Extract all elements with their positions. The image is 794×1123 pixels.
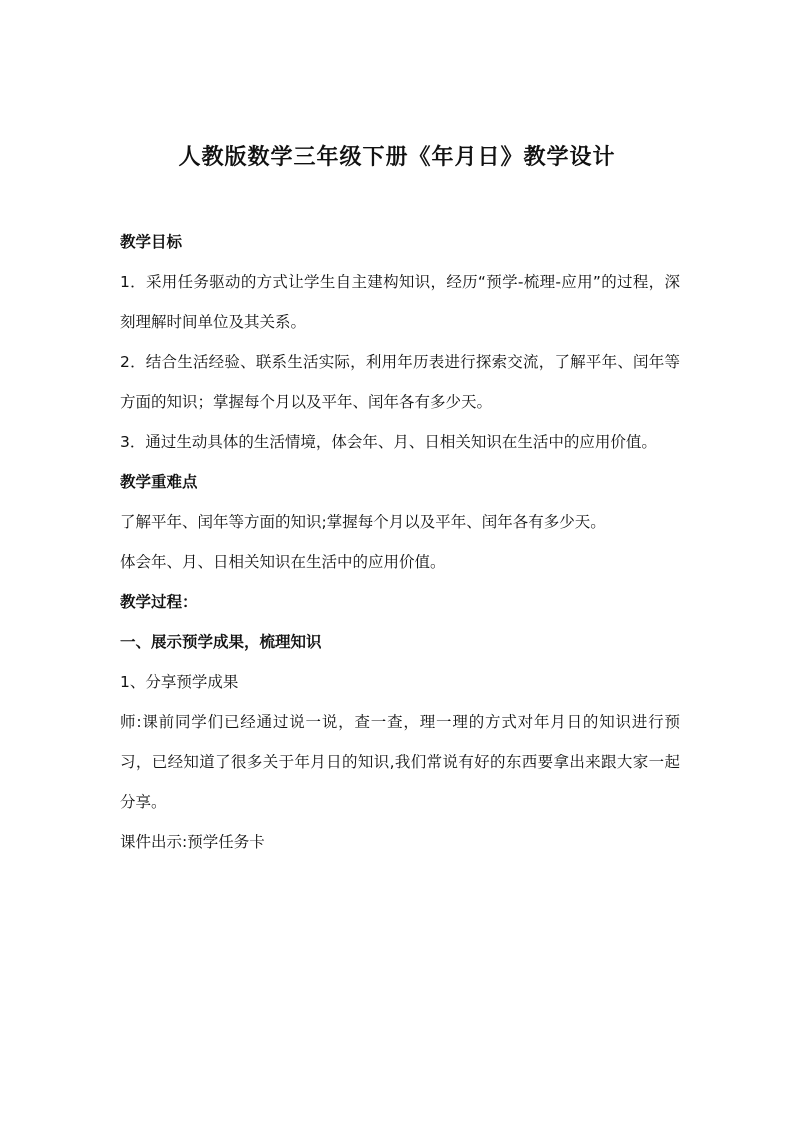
goal-item-2: 2．结合生活经验、联系生活实际，利用年历表进行探索交流，了解平年、闰年等方面的知识；掌握每个月以及平年、闰年各有多少天。 <box>120 353 680 411</box>
goal-item-1: 1．采用任务驱动的方式让学生自主建构知识，经历“预学-梳理-应用”的过程，深刻理解时间单位及其关系。 <box>120 273 680 331</box>
key-points-heading: 教学重难点 <box>120 473 198 491</box>
teacher-paragraph: 师:课前同学们已经通过说一说，查一查，理一理的方式对年月日的知识进行预习，已经知道了很多关于年月日的知识,我们常说有好的东西要拿出来跟大家一起分享。 <box>120 713 680 811</box>
part1-heading: 一、展示预学成果，梳理知识 <box>120 633 322 651</box>
goal-item-3: 3．通过生动具体的生活情境，体会年、月、日相关知识在生活中的应用价值。 <box>120 433 657 451</box>
courseware-line: 课件出示:预学任务卡 <box>120 833 265 851</box>
key-point-2: 体会年、月、日相关知识在生活中的应用价值。 <box>120 553 446 571</box>
key-point-1: 了解平年、闰年等方面的知识;掌握每个月以及平年、闰年各有多少天。 <box>120 513 606 531</box>
process-heading: 教学过程： <box>120 593 198 611</box>
goals-heading: 教学目标 <box>120 233 183 251</box>
document-title: 人教版数学三年级下册《年月日》教学设计 <box>178 145 616 170</box>
part1-subheading: 1、分享预学成果 <box>120 673 239 691</box>
document-body <box>120 222 680 862</box>
